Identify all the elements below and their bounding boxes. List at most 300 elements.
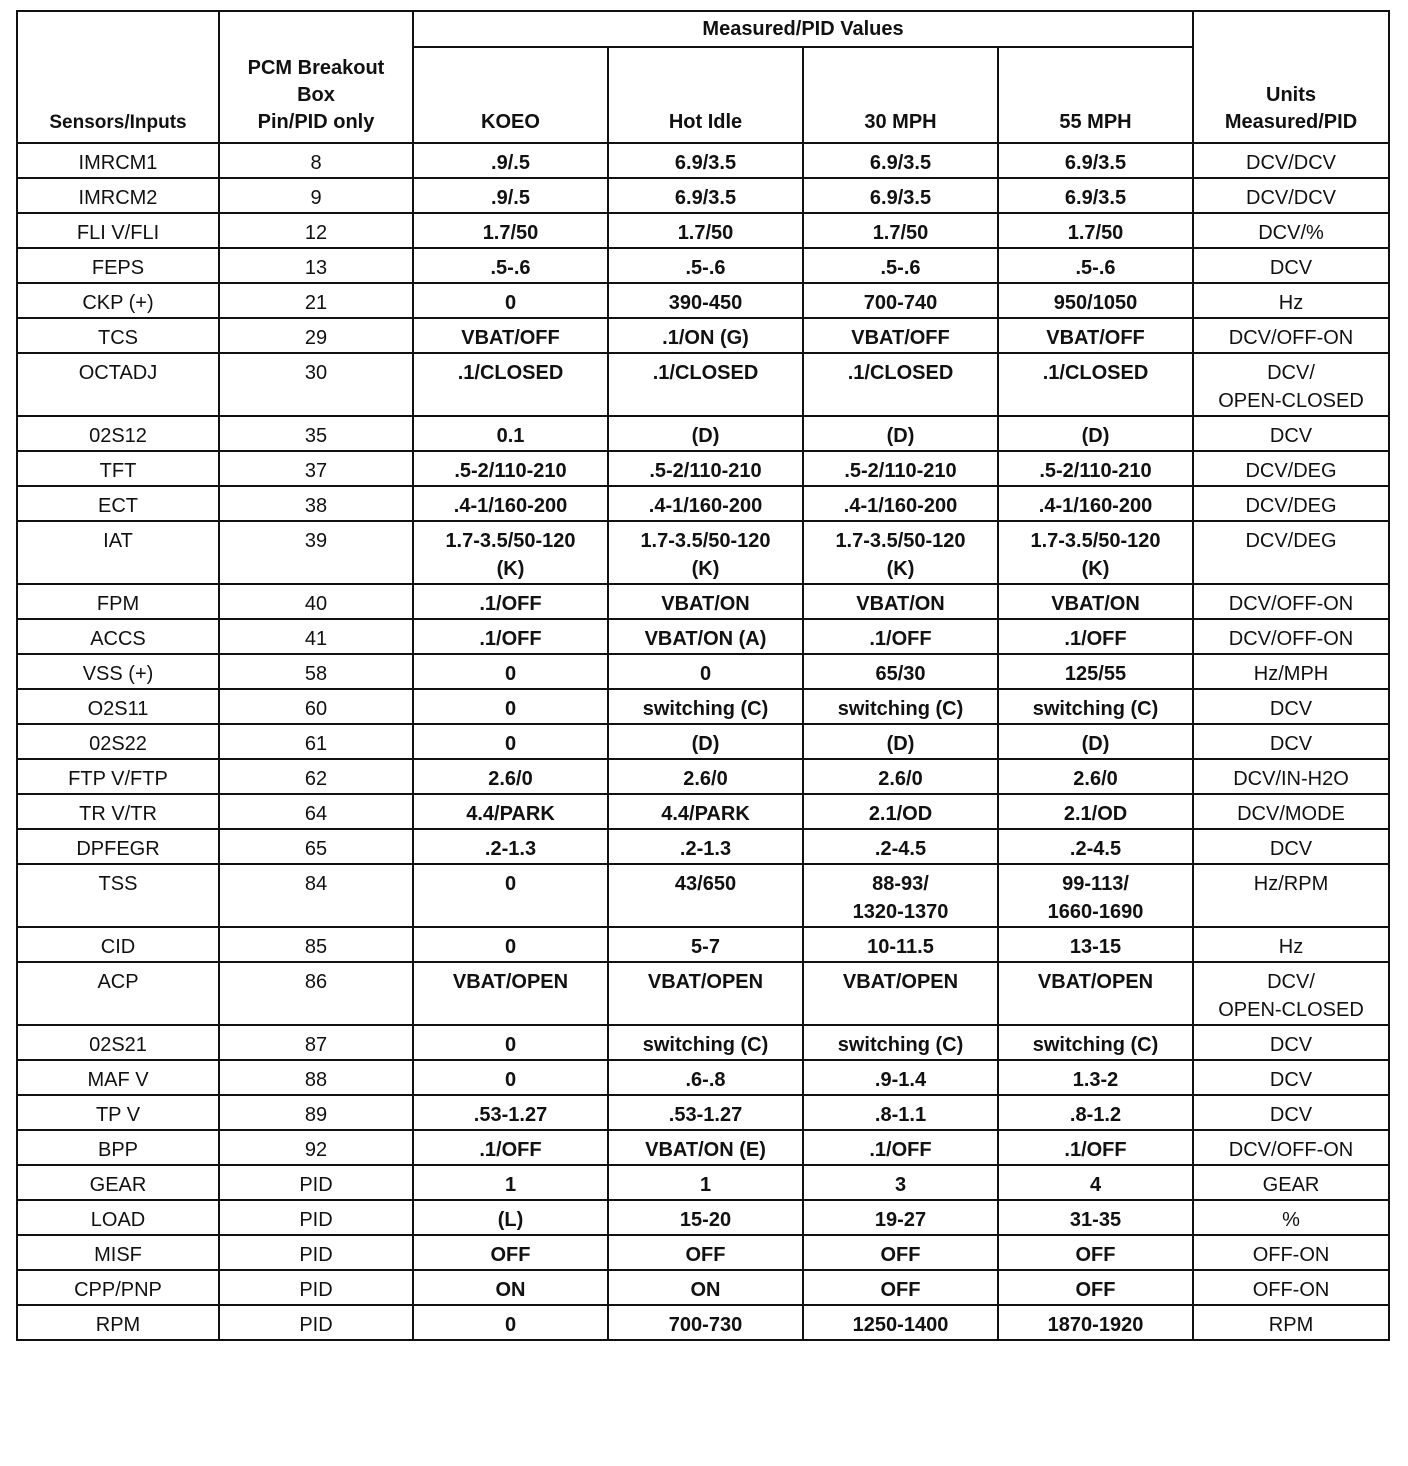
cell-line: DCV/MODE [1237,803,1345,825]
cell-line: 700-740 [863,292,938,314]
sensor-name-cell: O2S11 [17,689,219,724]
table-row [17,213,1389,248]
cell-line: VBAT/OFF [461,327,560,349]
cell-line: (D) [691,425,720,447]
sensor-name-cell: IMRCM2 [17,178,219,213]
cell-line: switching (C) [642,1034,769,1056]
table-row [17,1235,1389,1270]
hot-idle-cell [608,1200,803,1235]
30-mph-cell [803,318,998,353]
cell-line: .1/OFF [1064,628,1127,650]
table-row [17,1025,1389,1060]
cell-line: .53-1.27 [668,1104,743,1126]
koeo-cell [413,829,608,864]
koeo-cell [413,451,608,486]
cell-line: 5-7 [691,936,720,958]
55-mph-cell [998,927,1193,962]
pin-cell: 9 [219,178,413,213]
cell-line: Hz/RPM [1253,873,1329,895]
table-row [17,619,1389,654]
cell-line: 1.7-3.5/50-120 [1030,530,1161,552]
cell-line: 0 [504,733,517,755]
cell-line: 1 [504,1174,517,1196]
cell-line: DCV [1269,1034,1313,1056]
cell-line: 1.3-2 [1072,1069,1119,1091]
cell-line: 1.7-3.5/50-120 [640,530,771,552]
hot-idle-cell [608,689,803,724]
30-mph-cell [803,962,998,1025]
sensor-name-cell: CPP/PNP [17,1270,219,1305]
cell-line: 1250-1400 [852,1314,949,1336]
table-row [17,1165,1389,1200]
koeo-cell [413,1130,608,1165]
hot-idle-cell [608,654,803,689]
pin-cell: 64 [219,794,413,829]
units-header-line: Units [1266,84,1317,106]
sensor-name-cell: GEAR [17,1165,219,1200]
cell-line: VBAT/OPEN [1037,971,1154,993]
cell-line: .4-1/160-200 [843,495,958,517]
sensor-name-cell: MAF V [17,1060,219,1095]
cell-line: .5-.6 [880,257,921,279]
cell-line: 6.9/3.5 [869,187,932,209]
cell-line: .1/ON (G) [662,327,749,349]
cell-line: DCV/ [1267,362,1315,384]
table-row [17,521,1389,584]
cell-line: .4-1/160-200 [1038,495,1153,517]
pin-cell: 29 [219,318,413,353]
koeo-cell [413,1060,608,1095]
units-cell [1193,724,1389,759]
cell-line: 13-15 [1069,936,1122,958]
cell-line: 0 [504,663,517,685]
units-cell [1193,213,1389,248]
hot-idle-cell [608,1060,803,1095]
55-mph-cell [998,1130,1193,1165]
cell-line: Hz [1278,936,1304,958]
cell-line: 0 [504,1069,517,1091]
pin-cell: 38 [219,486,413,521]
pin-cell: PID [219,1270,413,1305]
cell-line: 88-93/ [872,873,929,895]
cell-line: 65/30 [875,663,926,685]
koeo-cell [413,927,608,962]
table-row [17,1060,1389,1095]
55-mph-cell [998,654,1193,689]
cell-line: (K) [496,558,525,580]
units-cell [1193,962,1389,1025]
cell-line: DCV/DEG [1245,495,1337,517]
cell-line: VBAT/ON [856,593,945,615]
cell-line: .1/OFF [479,593,542,615]
hot-idle-cell [608,521,803,584]
30-mph-cell [803,213,998,248]
cell-line: .2-4.5 [1069,838,1122,860]
30-mph-cell [803,829,998,864]
cell-line: Hz/MPH [1253,663,1329,685]
55-mph-cell [998,143,1193,178]
hot-idle-cell [608,759,803,794]
sensor-name-cell: IMRCM1 [17,143,219,178]
30-mph-cell [803,689,998,724]
pin-cell: 61 [219,724,413,759]
koeo-cell [413,248,608,283]
koeo-cell [413,1270,608,1305]
sensor-name-cell: FTP V/FTP [17,759,219,794]
cell-line: 3 [894,1174,907,1196]
30-mph-cell [803,654,998,689]
cell-line: 2.6/0 [878,768,923,790]
cell-line: .8-1.1 [874,1104,927,1126]
30-mph-cell [803,486,998,521]
30-mph-cell [803,1200,998,1235]
cell-line: OFF [880,1279,921,1301]
pin-cell: PID [219,1235,413,1270]
pin-header-line: PCM Breakout [247,57,385,79]
cell-line: 6.9/3.5 [1064,187,1127,209]
cell-line: .9-1.4 [874,1069,927,1091]
cell-line: 0 [504,873,517,895]
cell-line: switching (C) [837,1034,964,1056]
units-cell [1193,318,1389,353]
pid-values-table [16,10,1390,1341]
table-row [17,1305,1389,1340]
table-row [17,353,1389,416]
units-cell [1193,1025,1389,1060]
sensor-name-cell: MISF [17,1235,219,1270]
30-mph-cell [803,416,998,451]
sensor-name-cell: IAT [17,521,219,584]
pin-cell: 89 [219,1095,413,1130]
cell-line: OFF [1075,1244,1116,1266]
cell-line: (D) [1081,425,1110,447]
55-mph-cell [998,864,1193,927]
cell-line: 6.9/3.5 [1064,152,1127,174]
units-header [1193,11,1389,143]
cell-line: 700-730 [668,1314,743,1336]
cell-line: (K) [1081,558,1110,580]
pin-cell: 12 [219,213,413,248]
units-cell [1193,619,1389,654]
55-mph-cell [998,178,1193,213]
55-mph-cell [998,584,1193,619]
koeo-cell [413,794,608,829]
cell-line: DCV [1269,425,1313,447]
30-mph-cell [803,1305,998,1340]
cell-line: DCV [1269,698,1313,720]
cell-line: .2-4.5 [874,838,927,860]
30-mph-cell [803,353,998,416]
units-cell [1193,521,1389,584]
cell-line: OFF [685,1244,726,1266]
30-mph-cell [803,1025,998,1060]
cell-line: DCV [1269,733,1313,755]
units-cell [1193,248,1389,283]
55-mph-cell [998,353,1193,416]
cell-line: 1.7-3.5/50-120 [835,530,966,552]
hot-idle-cell [608,1270,803,1305]
sensor-name-cell: OCTADJ [17,353,219,416]
pin-cell: 92 [219,1130,413,1165]
30-mph-cell [803,794,998,829]
pin-cell: 88 [219,1060,413,1095]
pin-cell: 84 [219,864,413,927]
cell-line: (D) [691,733,720,755]
table-row [17,829,1389,864]
cell-line: 1660-1690 [1047,901,1144,923]
hot-idle-cell [608,864,803,927]
30-mph-cell [803,1270,998,1305]
30-mph-cell [803,1235,998,1270]
cell-line: 1.7/50 [482,222,539,244]
cell-line: .5-2/110-210 [844,460,957,482]
cell-line: 15-20 [679,1209,732,1231]
units-cell [1193,759,1389,794]
sensor-name-cell: CID [17,927,219,962]
cell-line: 2.6/0 [683,768,728,790]
table-row [17,486,1389,521]
cell-line: DCV/ [1267,971,1315,993]
hot-idle-cell [608,416,803,451]
units-cell [1193,416,1389,451]
cell-line: DCV/OFF-ON [1228,1139,1354,1161]
table-row [17,248,1389,283]
cell-line: .2-1.3 [484,838,537,860]
koeo-cell [413,864,608,927]
cell-line: 0 [699,663,712,685]
units-cell [1193,451,1389,486]
hot-idle-cell [608,143,803,178]
hot-idle-cell [608,318,803,353]
hot-idle-cell [608,1305,803,1340]
cell-line: 1.7-3.5/50-120 [445,530,576,552]
table-row [17,1270,1389,1305]
koeo-cell [413,724,608,759]
table-row [17,451,1389,486]
cell-line: VBAT/ON [661,593,750,615]
cell-line: DCV/OFF-ON [1228,628,1354,650]
55-mph-cell [998,962,1193,1025]
cell-line: 1320-1370 [852,901,949,923]
hot-idle-header: Hot Idle [608,47,803,143]
cell-line: .1/OFF [1064,1139,1127,1161]
cell-line: 4.4/PARK [661,803,750,825]
table-row [17,178,1389,213]
table-row [17,283,1389,318]
cell-line: VBAT/ON (A) [644,628,767,650]
cell-line: DCV/DCV [1246,187,1337,209]
55-mph-cell [998,1060,1193,1095]
cell-line: OFF [880,1244,921,1266]
hot-idle-cell [608,1095,803,1130]
55-mph-header: 55 MPH [998,47,1193,143]
cell-line: .5-2/110-210 [649,460,762,482]
cell-line: 0 [504,1034,517,1056]
pin-cell: 87 [219,1025,413,1060]
cell-line: .4-1/160-200 [453,495,568,517]
hot-idle-cell [608,353,803,416]
koeo-cell [413,1200,608,1235]
pin-cell: PID [219,1200,413,1235]
koeo-header: KOEO [413,47,608,143]
units-cell [1193,1130,1389,1165]
table-row [17,143,1389,178]
units-cell [1193,1305,1389,1340]
55-mph-cell [998,689,1193,724]
koeo-cell [413,283,608,318]
table-row [17,416,1389,451]
cell-line: (D) [886,425,915,447]
koeo-cell [413,178,608,213]
cell-line: 2.6/0 [488,768,533,790]
sensor-name-cell: RPM [17,1305,219,1340]
55-mph-cell [998,248,1193,283]
sensor-name-cell: CKP (+) [17,283,219,318]
30-mph-header: 30 MPH [803,47,998,143]
cell-line: .6-.8 [685,1069,726,1091]
units-cell [1193,654,1389,689]
cell-line: 0.1 [496,425,525,447]
55-mph-cell [998,1270,1193,1305]
units-cell [1193,353,1389,416]
table-row [17,927,1389,962]
sensor-name-cell: FPM [17,584,219,619]
cell-line: 6.9/3.5 [674,152,737,174]
sensor-name-cell: 02S22 [17,724,219,759]
cell-line: 0 [504,1314,517,1336]
koeo-cell [413,486,608,521]
30-mph-cell [803,451,998,486]
cell-line: (D) [886,733,915,755]
30-mph-cell [803,178,998,213]
55-mph-cell [998,1200,1193,1235]
koeo-cell [413,654,608,689]
hot-idle-cell [608,927,803,962]
cell-line: DCV/OFF-ON [1228,327,1354,349]
hot-idle-cell [608,584,803,619]
55-mph-cell [998,794,1193,829]
units-cell [1193,1270,1389,1305]
table-row [17,584,1389,619]
55-mph-cell [998,759,1193,794]
30-mph-cell [803,1095,998,1130]
cell-line: 4 [1089,1174,1102,1196]
sensor-name-cell: TR V/TR [17,794,219,829]
cell-line: .2-1.3 [679,838,732,860]
hot-idle-cell [608,1130,803,1165]
koeo-cell [413,1235,608,1270]
cell-line: VBAT/OFF [851,327,950,349]
55-mph-cell [998,451,1193,486]
cell-line: 4.4/PARK [466,803,555,825]
units-header-line: Measured/PID [1224,111,1358,133]
table-row [17,759,1389,794]
cell-line: 1870-1920 [1047,1314,1144,1336]
koeo-cell [413,759,608,794]
pin-cell: 41 [219,619,413,654]
pin-cell: 85 [219,927,413,962]
hot-idle-cell [608,1235,803,1270]
sensor-name-cell: TCS [17,318,219,353]
cell-line: 31-35 [1069,1209,1122,1231]
cell-line: .1/CLOSED [1042,362,1149,384]
cell-line: DCV [1269,257,1313,279]
hot-idle-cell [608,619,803,654]
30-mph-cell [803,759,998,794]
pin-header-line: Box [297,84,335,106]
cell-line: 125/55 [1064,663,1127,685]
cell-line: 1 [699,1174,712,1196]
cell-line: .1/OFF [869,628,932,650]
cell-line: DCV/DCV [1246,152,1337,174]
cell-line: 2.1/OD [868,803,933,825]
cell-line: .1/OFF [479,628,542,650]
cell-line: .9/.5 [491,152,530,174]
koeo-cell [413,416,608,451]
sensor-name-cell: TFT [17,451,219,486]
cell-line: DCV [1269,1069,1313,1091]
units-cell [1193,1235,1389,1270]
cell-line: VBAT/OPEN [647,971,764,993]
cell-line: .5-.6 [490,257,531,279]
30-mph-cell [803,1165,998,1200]
cell-line: ON [690,1279,721,1301]
pin-cell: 35 [219,416,413,451]
cell-line: .9/.5 [491,187,530,209]
koeo-cell [413,1305,608,1340]
cell-line: (D) [1081,733,1110,755]
55-mph-cell [998,1305,1193,1340]
cell-line: 6.9/3.5 [674,187,737,209]
sensor-name-cell: TP V [17,1095,219,1130]
cell-line: % [1282,1209,1300,1231]
cell-line: DCV [1269,1104,1313,1126]
table-row [17,1200,1389,1235]
sensors-inputs-header: Sensors/Inputs [17,11,219,143]
pin-cell: 86 [219,962,413,1025]
cell-line: 2.6/0 [1073,768,1118,790]
cell-line: OPEN-CLOSED [1218,999,1364,1021]
cell-line: OFF [490,1244,531,1266]
cell-line: .1/OFF [869,1139,932,1161]
hot-idle-cell [608,1165,803,1200]
sensor-name-cell: DPFEGR [17,829,219,864]
koeo-cell [413,962,608,1025]
pin-cell: 37 [219,451,413,486]
koeo-cell [413,689,608,724]
hot-idle-cell [608,794,803,829]
cell-line: GEAR [1262,1174,1320,1196]
cell-line: .5-2/110-210 [454,460,567,482]
cell-line: DCV/DEG [1245,460,1337,482]
koeo-cell [413,1165,608,1200]
koeo-cell [413,619,608,654]
55-mph-cell [998,283,1193,318]
sensor-name-cell: BPP [17,1130,219,1165]
sensor-name-cell: FEPS [17,248,219,283]
koeo-cell [413,318,608,353]
units-cell [1193,1060,1389,1095]
cell-line: .8-1.2 [1069,1104,1122,1126]
units-cell [1193,1200,1389,1235]
units-cell [1193,794,1389,829]
cell-line: switching (C) [1032,1034,1159,1056]
pin-cell: 8 [219,143,413,178]
cell-line: 6.9/3.5 [869,152,932,174]
pin-cell: 30 [219,353,413,416]
table-row [17,654,1389,689]
30-mph-cell [803,724,998,759]
